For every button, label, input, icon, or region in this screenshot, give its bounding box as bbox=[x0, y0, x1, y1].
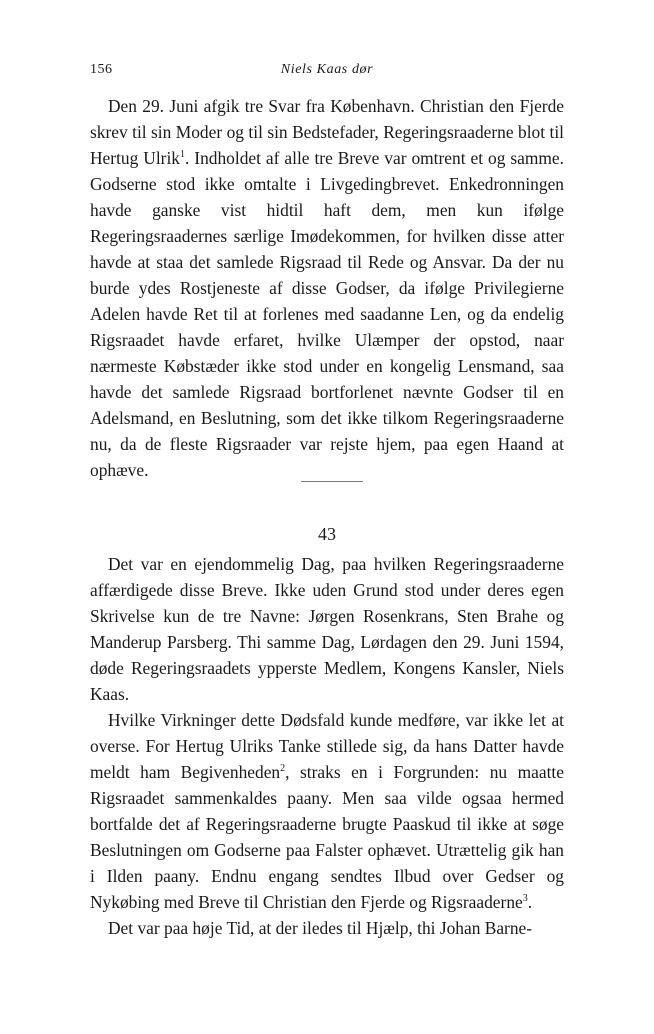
section-divider bbox=[301, 481, 363, 482]
paragraph: Det var paa høje Tid, at der iledes til Hjælp, thi Johan Barne- bbox=[108, 918, 533, 938]
paragraph: Den 29. Juni afgik tre Svar fra København. Christian den Fjerde skrev til sin Moder og til sin Bedstefader, Regeringsraaderne blot til Hertug Ulrik$^1$. Indholdet af alle tre Breve var omtrent et og samme. Godserne stod ikke omtalte i Livgedingbrevet. Enkedronningen havde ganske vist hidtil haft dem, men kun ifølge Regeringsraadernes særlige Imødekommen, for hvilken disse atter havde at staa det samlede Rigsraad til Rede og Ansvar. Da der nu burde ydes Rostjeneste af disse Godser, da ifølge Privilegierne Adelen havde Ret til at forlenes med saadanne Len, og da endelig Rigsraadet havde erfaret, hvilke Ulæmper der opstod, naar nærmeste Købstæder ikke stod under en kongelig Lensmand, saa havde det samlede Rigsraad bortforlenet nævnte Godser til en Adelsmand, en Beslutning, som det ikke tilkom Regeringsraaderne nu, da de fleste Rigsraader var rejste hjem, paa egen Haand at ophæve. bbox=[90, 96, 565, 480]
section-2-text bbox=[90, 551, 564, 941]
footnote-marker: 1 bbox=[179, 149, 185, 161]
running-title: Niels Kaas dør bbox=[280, 62, 374, 77]
section-number: 43 bbox=[318, 524, 336, 544]
section-1-text bbox=[90, 93, 564, 483]
paragraph: Det var en ejendommelig Dag, paa hvilken Regeringsraaderne affærdigede disse Breve. Ikke uden Grund stod under deres egen Skrivelse kun de tre Navne: Jørgen Rosenkrans, Sten Brahe og Manderup Parsberg. Thi samme Dag, Lørdagen den 29. Juni 1594, døde Regeringsraadets ypperste Medlem, Kongens Kansler, Niels Kaas. bbox=[90, 554, 564, 704]
page-number: 156 bbox=[90, 62, 113, 77]
paragraph: Hvilke Virkninger dette Dødsfald kunde medføre, var ikke let at overse. For Hertug Ulriks Tanke stillede sig, da hans Datter havde meldt ham Begivenheden$^2$, straks en i Forgrunden: nu maatte Rigsraadet sammenkaldes paany. Men saa vilde ogsaa hermed bortfalde det af Regeringsraaderne brugte Paaskud til ikke at søge Beslutningen om Godserne paa Falster ophævet. Utrættelig gik han i Ilden paany. Endnu engang sendtes Ilbud over Gedser og Nykøbing med Breve til Christian den Fjerde og Rigsraaderne$^3$. bbox=[90, 710, 564, 912]
page-header bbox=[90, 62, 564, 84]
footnote-marker: 2 bbox=[280, 763, 286, 775]
footnote-marker: 3 bbox=[522, 893, 528, 905]
